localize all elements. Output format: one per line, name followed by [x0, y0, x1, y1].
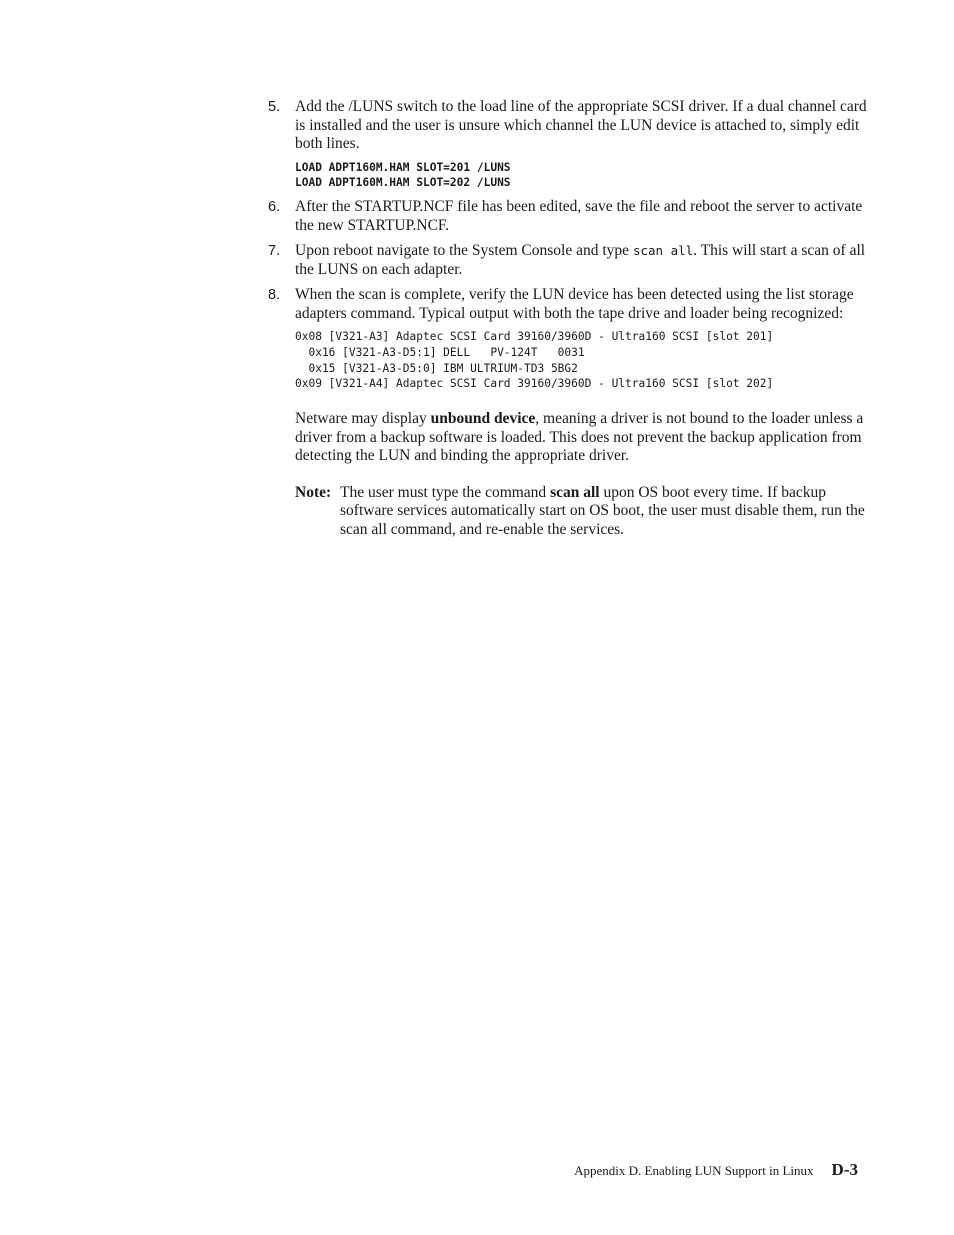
paragraph-part: , meaning a driver is not bound to the loader unless a driver from a backup software is loaded. This does not prevent the backup application from detecting the LUN and binding the appropriate driver.: [295, 410, 864, 465]
note-part: upon OS boot every time. If backup software services automatically start on OS boot, the user must disable them, run the scan all command, and re-enable the services.: [340, 483, 865, 538]
step-text: [295, 242, 868, 279]
step-7: [268, 242, 868, 279]
step-number: 5.: [268, 99, 281, 115]
footer-title: Appendix D. Enabling LUN Support in Linux: [574, 1163, 814, 1178]
unbound-device-paragraph: [295, 410, 868, 466]
bold-command: scan all: [550, 483, 600, 501]
paragraph-part: Netware may display: [295, 410, 431, 428]
step-number: 8.: [268, 287, 281, 304]
code-block: [295, 160, 868, 192]
output-line: 0x15 [V321-A3-D5:0] IBM ULTRIUM-TD3 5BG2: [295, 361, 578, 375]
step-text: When the scan is complete, verify the LUN device has been detected using the list storage adapters command. Typical output with both the tape drive and loader being recognized:: [295, 286, 854, 322]
output-line: 0x09 [V321-A4] Adaptec SCSI Card 39160/3960D - Ultra160 SCSI [slot 202]: [295, 377, 774, 391]
note-part: The user must type the command: [340, 483, 551, 501]
step-text-part: . This will start a scan of all the LUNS on each adapter.: [295, 242, 866, 278]
step-text: Add the /LUNS switch to the load line of the appropriate SCSI driver. If a dual channel card is installed and the user is unsure which channel the LUN device is attached to, simply edit both lines.: [295, 98, 867, 152]
step-8: [268, 286, 868, 539]
output-line: 0x08 [V321-A3] Adaptec SCSI Card 39160/3960D - Ultra160 SCSI [slot 201]: [295, 330, 774, 344]
step-6: [268, 198, 868, 235]
page-footer: [574, 1160, 858, 1180]
step-5: [268, 98, 868, 191]
command-output: [295, 329, 868, 392]
code-line: LOAD ADPT160M.HAM SLOT=201 /LUNS: [295, 160, 511, 174]
step-number: 7.: [268, 243, 281, 260]
step-list: [268, 98, 868, 546]
code-line: LOAD ADPT160M.HAM SLOT=202 /LUNS: [295, 176, 511, 190]
page-number: D-3: [831, 1160, 858, 1179]
note: [295, 484, 868, 540]
inline-command: scan all: [632, 243, 694, 259]
step-text: After the STARTUP.NCF file has been edited, save the file and reboot the server to activate the new STARTUP.NCF.: [295, 198, 863, 234]
step-number: 6.: [268, 199, 281, 216]
output-line: 0x16 [V321-A3-D5:1] DELL PV-124T 0031: [295, 345, 585, 359]
note-label: Note:: [295, 483, 332, 501]
bold-term: unbound device: [430, 410, 536, 428]
step-text-part: Upon reboot navigate to the System Console and type: [295, 242, 633, 260]
